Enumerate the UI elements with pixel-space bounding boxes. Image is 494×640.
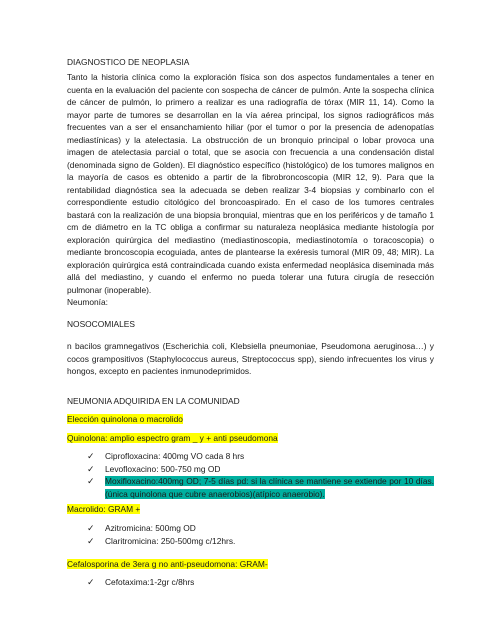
cephalosporin-highlight: Cefalosporina de 3era g no anti-pseudomona: GRAM- — [67, 559, 268, 569]
list-item — [85, 475, 434, 500]
cephalosporin-list — [85, 576, 434, 589]
list-item: ✓ Claritromicina: 250-500mg c/12hrs. — [87, 535, 236, 546]
nosocomiales-heading: NOSOCOMIALES — [67, 319, 135, 329]
check-icon: ✓ — [87, 476, 95, 486]
list-item: ✓ Levofloxacino: 500-750 mg OD — [87, 463, 221, 474]
cephalosporin-heading — [67, 558, 434, 571]
check-icon: ✓ — [87, 577, 95, 587]
list-item: ✓ Azitromicina: 500mg OD — [87, 523, 196, 533]
community-pneumonia-heading: NEUMONIA ADQUIRIDA EN LA COMUNIDAD — [67, 396, 240, 406]
choice-line — [67, 413, 434, 426]
quinolone-list — [85, 450, 434, 500]
macrolide-highlight: Macrolido: GRAM + — [67, 504, 141, 514]
quinolone-highlight: Quinolona: amplio espectro gram _ y + anti pseudomona — [67, 433, 278, 443]
list-item: ✓ Ciprofloxacina: 400mg VO cada 8 hrs — [87, 451, 245, 461]
macrolide-heading — [67, 503, 434, 516]
quinolone-heading — [67, 432, 434, 445]
check-icon: ✓ — [87, 535, 95, 546]
check-icon: ✓ — [87, 463, 95, 474]
list-item: ✓ Cefotaxima:1-2gr c/8hrs — [87, 577, 195, 587]
nosocomial-paragraph: n bacilos gramnegativos (Escherichia coli, Klebsiella pneumoniae, Pseudomona aeruginosa…) y cocos grampositivos (Staphylococcus aureus, Streptococcus spp), siendo infrecuentes los virus y hongos, excepto en pacientes inmunodeprimidos. — [67, 341, 434, 376]
neumonia-heading: Neumonía: — [67, 297, 108, 307]
choice-highlight: Elección quinolona o macrolido — [67, 414, 183, 424]
check-icon: ✓ — [87, 451, 95, 461]
document-title: DIAGNOSTICO DE NEOPLASIA — [67, 57, 190, 67]
diagnosis-paragraph: Tanto la historia clínica como la exploración física son dos aspectos fundamentales a tener en cuenta en la evaluación del paciente con sospecha de cáncer de pulmón. Ante la sospecha clínica de cáncer de pulmón, lo primero a realizar es una radiografía de tórax (MIR 11, 14). Como la mayor parte de tumores se desarrollan en la vía aérea principal, los signos radiográficos más frecuentes van a ser el ensanchamiento hiliar (por el tumor o por la presencia de adenopatías mediastínicas) y la atelectasia. La obstrucción de un bronquio principal o lobar provoca una imagen de atelectasia parcial o total, que se asocia con frecuencia a una condensación distal (denominada signo de Golden). El diagnóstico específico (histológico) de los tumores malignos en la mayoría de casos es obtenido a partir de la fibrobroncoscopia (MIR 12, 9). Para que la rentabilidad diagnóstica sea la adecuada se deben realizar 3-4 biopsias y combinarlo con el correspondiente estudio citológico del broncoaspirado. En el caso de los tumores centrales bastará con la realización de una biopsia bronquial, mientras que en los periféricos y de tamaño 1 cm de diámetro en la TC obliga a confirmar su naturaleza neoplásica mediante histología por exploración quirúrgica del mediastino (mediastinoscopia, mediastinotomía o toracoscopia) o mediante broncoscopia ecoguiada, antes de plantearse la exéresis tumoral (MIR 09, 48; MIR). La exploración quirúrgica está contraindicada cuando exista enfermedad neoplásica diseminada más allá del mediastino, y cuando el enfermo no pueda tolerar una futura cirugía de resección pulmonar (inoperable). — [67, 72, 434, 295]
check-icon: ✓ — [87, 523, 95, 533]
macrolide-list — [85, 522, 434, 547]
moxifloxacin-highlight: Moxifloxacino:400mg OD; 7-5 días pd: si la clínica se mantiene se extiende por 10 días. (única quinolona que cubre anaerobios)(atípico anaerobio). — [105, 476, 434, 499]
